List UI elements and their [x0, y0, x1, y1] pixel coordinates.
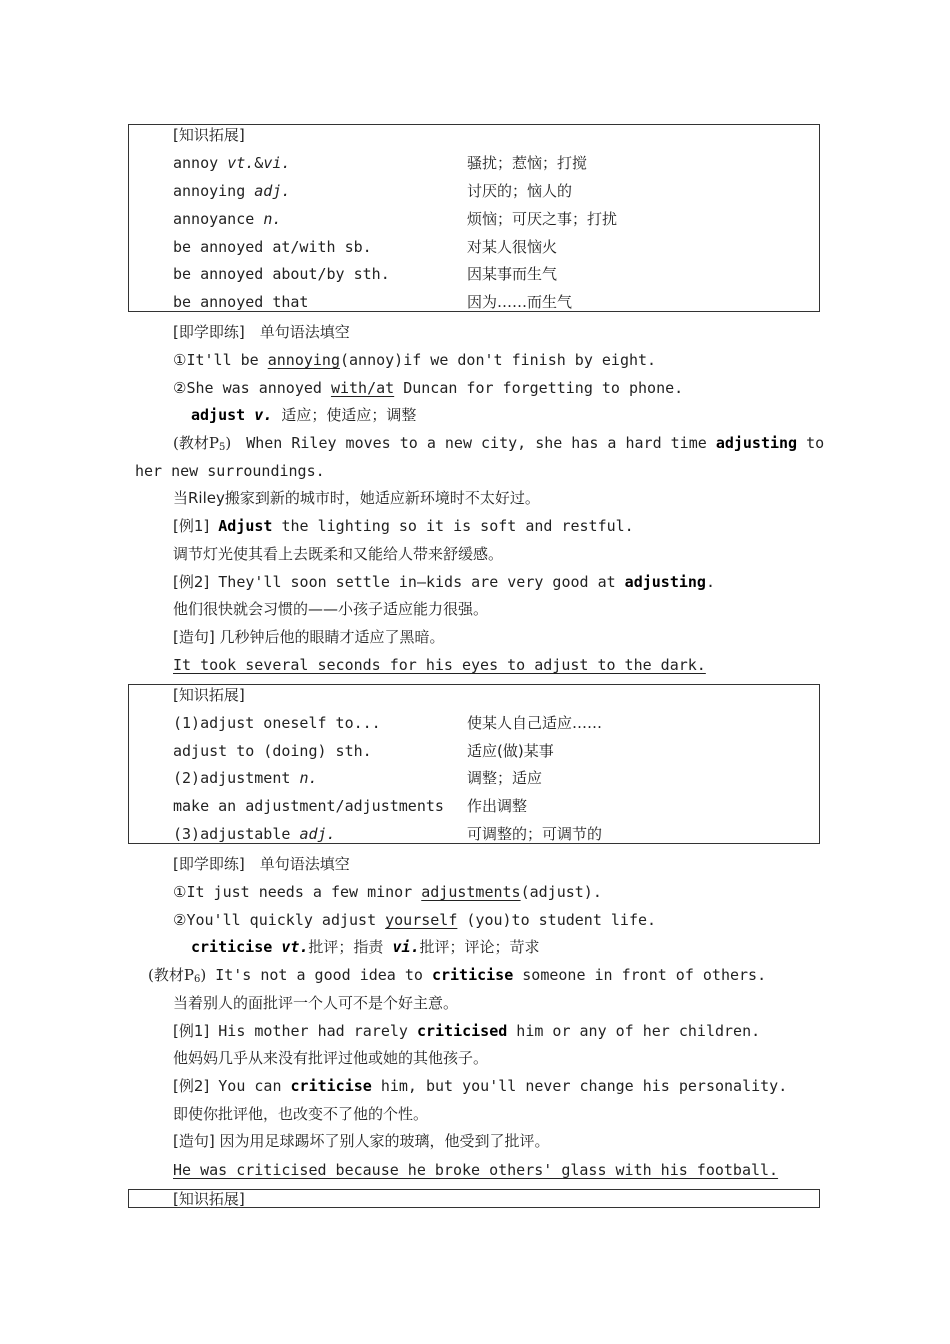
box-heading: [知识拓展]: [173, 1190, 245, 1208]
example-2: [例2] They'll soon settle in—kids are very good at adjusting.: [173, 573, 715, 591]
answer: annoying: [267, 351, 340, 369]
textbook-example: (教材$P_5$) When Riley moves to a new city, she has a hard time adjusting to: [173, 434, 825, 453]
phrase: be annoyed at/with sb.: [173, 238, 372, 256]
word-entry-adjust: adjust v. 适应；使适应；调整: [191, 406, 417, 424]
knowledge-box-adjust: [128, 684, 820, 844]
phrase: (3)adjustable adj.: [173, 825, 336, 843]
practice-question: ②She was annoyed with/at Duncan for forgetting to phone.: [173, 379, 684, 397]
translation: 当Riley搬家到新的城市时，她适应新环境时不太好过。: [173, 489, 540, 507]
phrase: be annoyed about/by sth.: [173, 265, 390, 283]
example-1: [例1] His mother had rarely criticised him or any of her children.: [173, 1022, 761, 1040]
translation: 即使你批评他，也改变不了他的个性。: [173, 1105, 429, 1123]
meaning: 烦恼；可厌之事；打扰: [467, 210, 618, 228]
translation: 他妈妈几乎从来没有批评过他或她的其他孩子。: [173, 1049, 489, 1067]
practice-question: ①It just needs a few minor adjustments(adjust).: [173, 883, 602, 901]
make-sentence: [造句] 几秒钟后他的眼睛才适应了黑暗。: [173, 628, 445, 646]
meaning: 作出调整: [467, 797, 528, 815]
meaning: 因某事而生气: [467, 265, 558, 283]
example-2: [例2] You can criticise him, but you'll never change his personality.: [173, 1077, 788, 1095]
meaning: 适应(做)某事: [467, 742, 554, 760]
practice-heading: [即学即练] 单句语法填空: [173, 855, 350, 873]
translation: 当着别人的面批评一个人可不是个好主意。: [173, 994, 459, 1012]
practice-question: ①It'll be annoying(annoy)if we don't finish by eight.: [173, 351, 657, 369]
meaning: 调整；适应: [467, 769, 543, 787]
meaning: 使某人自己适应……: [467, 714, 603, 732]
phrase: (2)adjustment n.: [173, 769, 318, 787]
phrase: annoyance n.: [173, 210, 282, 228]
answer: adjustments: [421, 883, 521, 901]
meaning: 对某人很恼火: [467, 238, 558, 256]
example-1: [例1] Adjust the lighting so it is soft and restful.: [173, 517, 634, 535]
make-sentence-answer: It took several seconds for his eyes to adjust to the dark.: [173, 656, 706, 674]
make-sentence-answer: He was criticised because he broke others' glass with his football.: [173, 1161, 779, 1179]
make-sentence: [造句] 因为用足球踢坏了别人家的玻璃，他受到了批评。: [173, 1132, 550, 1150]
translation: 调节灯光使其看上去既柔和又能给人带来舒缓感。: [173, 545, 504, 563]
phrase: (1)adjust oneself to...: [173, 714, 381, 732]
meaning: 因为……而生气: [467, 293, 573, 311]
answer: with/at: [330, 379, 395, 397]
meaning: 可调整的；可调节的: [467, 825, 603, 843]
answer: yourself: [385, 911, 458, 929]
practice-question: ②You'll quickly adjust yourself (you)to student life.: [173, 911, 657, 929]
word-entry-criticise: criticise vt.批评；指责 vi.批评；评论；苛求: [191, 938, 540, 956]
box-heading: [知识拓展]: [173, 686, 245, 704]
phrase: be annoyed that: [173, 293, 309, 311]
translation: 他们很快就会习惯的——小孩子适应能力很强。: [173, 600, 489, 618]
box-heading: [知识拓展]: [173, 126, 245, 144]
meaning: 讨厌的；恼人的: [467, 182, 573, 200]
textbook-example: (教材$P_6$) It's not a good idea to criticise someone in front of others.: [148, 966, 767, 985]
textbook-example-cont: her new surroundings.: [135, 462, 325, 480]
phrase: annoying adj.: [173, 182, 291, 200]
phrase: annoy vt.&vi.: [173, 154, 291, 172]
practice-heading: [即学即练] 单句语法填空: [173, 323, 350, 341]
phrase: make an adjustment/adjustments: [173, 797, 444, 815]
phrase: adjust to (doing) sth.: [173, 742, 372, 760]
meaning: 骚扰；惹恼；打搅: [467, 154, 588, 172]
